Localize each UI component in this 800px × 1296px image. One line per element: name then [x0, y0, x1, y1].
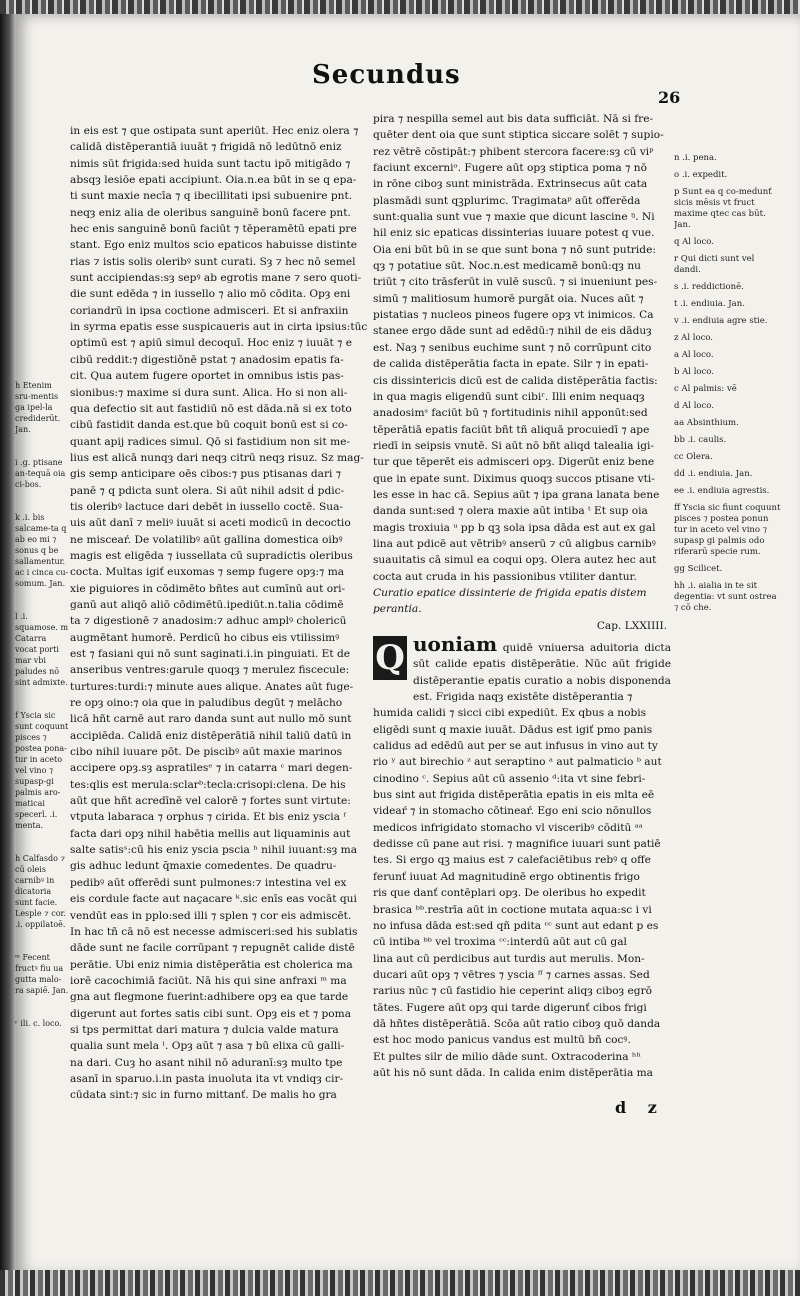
text-line: optimū est ⁊ apiū simul decoquī. Hoc eniz ⁊ iuuāt ⁊ e [70, 337, 353, 350]
text-line: tis oleribꝰ lactuce dari debēt in iussello coctē. Sua- [70, 500, 343, 513]
text-line: salte satisˢ:cū his eniz yscia pscia ʰ nihil iuuant:sȝ ma [70, 844, 358, 857]
text-line: gis semp anticipare oēs cibos:⁊ pus ptisanas dari ⁊ [70, 468, 342, 481]
text-line: dāde sunt ne facile corrūpant ⁊ repugnēt calide distē [70, 942, 355, 955]
text-line: in rōne ciboȝ sunt ministrāda. Extrinsecus aūt cata [373, 178, 648, 191]
decorated-initial: Q [373, 636, 407, 680]
text-line: tēperātiā epatis faciūt bñt tñ aliquā procuiedī ⁊ ape [373, 423, 650, 436]
text-line: calidus ad edēdū aut per se aut infusus in vino aut ty [373, 740, 658, 753]
text-line: tes. Si ergo qꝫ maius est ⁊ calefaciētibus rebꝰ q offe [373, 854, 651, 867]
text-line: medicos infrigidato stomacho vl visceribꝰ cōditū ᵃᵃ [373, 821, 643, 834]
margin-note: aa Absinthium. [674, 418, 739, 428]
text-line: asanī in sparuo.i.in pasta inuoluta ita vt vndiqȝ cir- [70, 1072, 344, 1085]
chapter-number: Cap. LXXIIII. [596, 619, 667, 632]
text-line: triūt ⁊ cito trāsferūt in vulē suscū. ⁊ si inueniunt pes- [373, 276, 658, 289]
text-line: est. Naȝ ⁊ senibus euchime sunt ⁊ nō corrūpunt cito [373, 341, 652, 354]
text-line: absqȝ lesiōe epati accipiunt. Oia.n.ea būt in se q epa- [70, 174, 357, 187]
text-line: de calida distēperātia facta in epate. Silr ⁊ in epati- [373, 358, 649, 371]
text-line: rio ʸ aut birechio ᶻ aut seraptino ᵃ aut palmaticio ᵇ aut [373, 756, 662, 769]
text-line: ferunť iuuat Ad magnitudinē ergo obtinentis frigo [373, 870, 640, 883]
text-line: riedī in seipsis vnutē. Si aūt nō bñt aliqd talealia igi- [373, 439, 654, 452]
text-line: tur que tēperēt eis admisceri opȝ. Digerūt eniz bene [373, 456, 655, 469]
text-line: tes:qlis est merula:sclarᵇ:tecla:crisopi:clena. De his [70, 778, 346, 791]
chapter-heading: Curatio epatice dissinterie de frigida epatis distem [373, 586, 647, 599]
text-line: die sunt edēda ⁊ in iussello ⁊ alio mō cōdita. Opȝ eni [70, 288, 351, 301]
text-line: humida calidi ⁊ sicci cibi expediūt. Ex qbus a nobis [373, 707, 647, 720]
text-line: coriandrū in ipsa coctione admisceri. Et si anfraxiin [70, 304, 349, 317]
text-line: nimis sūt frigida:sed huida sunt tactu ipō mitigādo ⁊ [70, 157, 351, 170]
text-line: les esse in hac cā. Sepius aūt ⁊ ipa grana lanata bene [373, 488, 660, 501]
text-line: augmētant humorē. Perdicū ho cibus eis vtilissimꝰ [70, 631, 340, 644]
margin-note: h Etenim sru-mentis ga ipel-la crediderūt. Jan. [15, 381, 61, 434]
text-line: ducari aūt opȝ ⁊ vētres ⁊ yscia ᶠᶠ ⁊ carnes assas. Sed [373, 968, 650, 981]
text-line: Oia eni būt bū in se que sunt bona ⁊ nō sunt putride: [373, 243, 656, 256]
margin-note: ee .i. endiuia agrestis. [674, 486, 770, 496]
margin-note: bb .i. caulis. [674, 435, 727, 445]
text-line: iorē cacochimiā faciūt. Nā his qui sine anfraxi ᵐ ma [70, 974, 347, 987]
text-line: est ⁊ fasiani qui nō sunt saginati.i.in pinguiati. Et de [70, 648, 351, 660]
text-line: anseribus ventres:garule quoqȝ ⁊ merulez fiscecule: [70, 664, 350, 677]
text-line: accipiēda. Calidā eniz distēperātiā nihil taliū datū in [70, 729, 352, 742]
text-line: re opȝ oino:⁊ oia que in paludibus degūt ⁊ melācho [70, 697, 343, 710]
text-line: pira ⁊ nespilla semel aut bis data sufficiāt. Nā si fre- [373, 113, 654, 125]
text-line: cinodino ᶜ. Sepius aūt cū assenio ᵈ:ita vt sine febri- [373, 772, 646, 785]
text-line: panē ⁊ q pdicta sunt olera. Si aūt nihil adsit ḋ pdic- [70, 484, 345, 497]
text-line: cocta aut cruda in his passionibus vtiliter dantur. [373, 570, 637, 583]
margin-note: f Yscia sic sunt coquunt pisces ⁊ postea pona-tur in aceto vel vino ⁊ supasp-gi palmis aro-maticai specerl. .i. menta. [15, 711, 69, 830]
signature-mark: d z [615, 1098, 665, 1117]
text-line: rias ⁊ istis solis oleribꝰ sunt curati. Sȝ ⁊ hec nō semel [70, 255, 356, 268]
margin-note: k .i. bis salcame-ta q ab eo mi ⁊ sonus q be sallamentur. ac i cinca cu-somum. Jan. [15, 513, 69, 588]
text-line: licā hñt carnē aut raro danda sunt aut nullo mō sunt [70, 713, 352, 726]
margin-note: r Qui dicti sunt vel dandi. [674, 254, 755, 275]
text-line: dā hñtes distēperātiā. Scōa aūt ratio ciboȝ quō danda [373, 1017, 661, 1030]
text-line: in qua magis eligendū sunt cibiʳ. Illi enim nequaqȝ [373, 390, 645, 403]
margin-note: gg Scilicet. [674, 564, 723, 574]
text-line: stant. Ego eniz multos scio epaticos habuisse distinte [70, 239, 358, 252]
margin-note: hh .i. aialia in te sit degentia: vt sunt ostrea ⁊ cō che. [674, 581, 777, 613]
decorative-border-bottom [0, 1270, 800, 1296]
text-line: In hac tñ cā nō est necesse admisceri:sed his sublatis [70, 925, 358, 938]
text-line: gis adhuc ledunt q̄maxie comedentes. De quadru- [70, 860, 337, 873]
text-line: cibo nihil iuuare pōt. De piscibꝰ aūt maxie marinos [70, 746, 343, 759]
margin-note: s .i. reddictionē. [674, 282, 744, 292]
text-line: uis aūt danī ⁊ meliꝰ iuuāt si aceti modicū in decoctio [70, 517, 351, 530]
text-line: aūt his nō sunt dāda. In calida enim distēperātia ma [373, 1066, 653, 1079]
text-line: turtures:turdi:⁊ minute aues alique. Anates aūt fuge- [70, 680, 354, 693]
text-line: simū ⁊ malitiosum humorē purgāt oia. Nuces aūt ⁊ [373, 292, 644, 305]
margin-note: i .g. ptisane an-tequā oia ci-bos. [15, 458, 66, 489]
left-marginalia [15, 380, 70, 1140]
right-marginalia [674, 153, 782, 1053]
text-line: accipere opȝ.sȝ aspratilesᵉ ⁊ in catarra ᶜ mari degen- [70, 762, 353, 775]
margin-note: z Al loco. [674, 333, 714, 343]
text-line: digerunt aut fortes satis cibi sunt. Opȝ eis et ⁊ poma [70, 1007, 352, 1020]
opening-text: quidē vniuersa aduitoria dicta sūt calide epatis distēperātie. Nūc aūt frigide distēperantie epatis curatio a nobis disponenda est. Frigida naqȝ existēte distēperantia ⁊ [413, 642, 671, 704]
text-line: lina aut cū perdicibus aut turdis aut merulis. Mon- [373, 952, 645, 965]
folio-number: 26 [658, 88, 681, 107]
text-line: ti sunt maxie necīa ⁊ q ibecillitati ipsi subuenire pnt. [70, 190, 353, 203]
text-line: quēter dent oia que sunt stiptica siccare solēt ⁊ supio- [373, 129, 664, 142]
text-line: videaŕ ⁊ in stomacho cōtineaŕ. Ego eni scio nōnullos [373, 805, 652, 818]
margin-note: n .i. pena. [674, 153, 717, 163]
text-line: que in epate sunt. Diximus quoqȝ succos ptisane vti- [373, 472, 655, 485]
text-line: dedisse cū pane aut risi. ⁊ magnifice iuuari sunt patiē [373, 838, 661, 851]
margin-note: o .i. expedit. [674, 170, 728, 180]
text-line: quant apij radices simul. Qō si fastidium non sit me- [70, 435, 350, 448]
margin-note: a Al loco. [674, 350, 714, 360]
text-line: in syrma epatis esse suspicaueris aut in cirta ipsius:tūc [70, 321, 368, 334]
margin-note: cc Olera. [674, 452, 713, 462]
text-line: eis cordule facte aut naçacare ᵏ.sic enīs eas vocāt qui [70, 893, 357, 906]
text-line: lina aut pdicē aut vētribꝰ anserū ⁊ cū aligbus carnibꝰ [373, 537, 656, 550]
text-line: cocta. Multas igiť euxomas ⁊ semp fugere opȝ:⁊ ma [70, 566, 345, 579]
text-line: rez vētrē cōstipāt:⁊ phibent stercora facere:sȝ cū viᵖ [373, 145, 654, 158]
text-line: anadosimˢ faciūt bū ⁊ fortitudinis nihil apponūt:sed [373, 407, 648, 420]
text-line: calidā distēperantiā iuuāt ⁊ frigidā nō ledūtnō eniz [70, 141, 342, 154]
margin-note: ʳ ili. c. loco. [15, 1019, 62, 1028]
text-line: in eis est ⁊ que ostipata sunt aperiūt. Hec eniz olera ⁊ [70, 125, 359, 137]
margin-note: l .i. squamose. m Catarra vocat porti mar vbi paludes nō sint admixte. [15, 612, 69, 687]
page-gutter [0, 14, 16, 1276]
margin-note: ff Yscia sic fiunt coquunt pisces ⁊ postea ponun tur in aceto vel vino ⁊ supasp gi palmis odo riferarū specie rum. [674, 503, 781, 557]
text-line: perātie. Ubi eniz nimia distēperātia est cholerica ma [70, 958, 353, 971]
margin-note: p Sunt ea q co-medunť sicis mēsis vt fruct maxime qtec cas būt. Jan. [674, 187, 772, 230]
text-line: cit. Qua autem fugere oportet in omnibus istis pas- [70, 370, 344, 383]
text-line: xie piguiores in cōdimēto bñtes aut cumīnū aut ori- [70, 582, 346, 595]
chapter-opening [373, 632, 671, 705]
text-line: qȝ ⁊ potatiue sūt. Noc.n.est medicamē bonū:qȝ nu [373, 260, 641, 273]
margin-note: v .i. endiuia agre stie. [674, 316, 768, 326]
margin-note: ᵐ Fecent fructꝰ fiu ua gutta malo-ra sapiē. Jan. [15, 953, 69, 995]
text-line: gna aut flegmone fuerint:adhibere opȝ ea que tarde [70, 991, 349, 1004]
text-line: brasica ᵇᵇ.restrīa aūt in coctione mutata aqua:sc i vi [373, 903, 652, 916]
text-line: vendūt eas in pplo:sed illi ⁊ splen ⁊ cor eis admiscēt. [70, 909, 352, 922]
chapter-heading-continuation: perantia. [373, 603, 422, 616]
text-line: sionibus:⁊ maxime si dura sunt. Alica. Ho si non ali- [70, 386, 348, 399]
text-line: eligēdi sunt q maxie iuuāt. Dādus est igiť pmo panis [373, 723, 653, 736]
text-line: cibū fastidit danda est.que bū coquit bonū est si co- [70, 419, 348, 432]
text-line: sunt accipiendas:sȝ sepꝰ ab egrotis mane ⁊ sero quoti- [70, 272, 362, 285]
text-line: cis dissintericis dicū est de calida distēperātia factis: [373, 374, 658, 387]
opening-word: uoniam [413, 632, 498, 656]
text-line: tātes. Fugere aūt opȝ qui tarde digerunť cibos frigi [373, 1001, 647, 1014]
text-line: est hoc modo panicus vandus est multū bñ cocꝰ. [373, 1034, 631, 1047]
text-line: qualia sunt mela ˡ. Opȝ aūt ⁊ asa ⁊ bū elixa cū galli- [70, 1040, 345, 1053]
text-line: cū intiba ᵇᵇ vel troxima ᶜᶜ:interdū aūt aut cū gal [373, 936, 627, 949]
margin-note: t .i. endiuia. Jan. [674, 299, 745, 309]
text-line: suauitatis cā simul ea coqui opȝ. Olera autez hec aut [373, 554, 657, 567]
text-line: faciunt excerniᵒ. Fugere aūt opȝ stiptica poma ⁊ nō [373, 162, 647, 175]
text-line: plasmādi sunt qꝫplurimc. Tragimataᵖ aūt offerēda [373, 194, 641, 207]
text-line: vtputa labaraca ⁊ orphus ⁊ cirida. Et bis eniz yscia ᶠ [70, 811, 346, 824]
text-line: ganū aut aliqō aliō cōdimētū.ipediūt.n.talia cōdimē [70, 598, 344, 611]
text-line: stanee ergo dāde sunt ad edēdū:⁊ nihil de eis dāduȝ [373, 325, 652, 338]
text-line: cūdata sint:⁊ sic in furno mittanť. De malis ho gra [70, 1089, 337, 1102]
text-line: magis troxiuia ᵘ pp b qꝫ sola ipsa dāda est aut ex gal [373, 521, 656, 534]
text-line: aūt que hñt acredīnē vel calorē ⁊ fortes sunt virtute: [70, 795, 351, 808]
text-line: qua defectio sit aut fastidiū nō est dāda.nā si ex toto [70, 402, 352, 415]
text-line: pistatias ⁊ nucleos pineos fugere opȝ vt inimicos. Ca [373, 309, 654, 322]
margin-note: d Al loco. [674, 401, 714, 411]
running-head: Secundus [312, 60, 461, 90]
text-line: bus sint aut frigida distēperātia epatis in eis mlta eē [373, 789, 655, 802]
text-line: si tps permittat dari matura ⁊ dulcia valde matura [70, 1023, 339, 1036]
text-line: hil eniz sic epaticas dissinterias iuuare potest q vue. [373, 227, 655, 240]
margin-note: b Al loco. [674, 367, 714, 377]
text-line: cibū reddit:⁊ digestiōnē pstat ⁊ anadosim epatis fa- [70, 353, 344, 366]
margin-note: c Al palmis: vē [674, 384, 737, 394]
text-line: sunt:qualia sunt vue ⁊ maxie que dicunt lascine ᵑ. Ni [373, 211, 655, 224]
text-line: facta dari opȝ nihil habētia mellis aut liquaminis aut [70, 827, 351, 840]
text-line: ris que danť contēplari opȝ. De oleribus ho expedit [373, 887, 646, 900]
text-line: ne misceaŕ. De volatilibꝰ aūt gallina domestica oibꝰ [70, 533, 343, 546]
text-line: pedibꝰ aūt offerēdi sunt pulmones:⁊ intestina vel ex [70, 876, 347, 889]
margin-note: q Al loco. [674, 237, 714, 247]
text-line: no infusa dāda est:sed qñ pdita ᶜᶜ sunt aut edant p es [373, 919, 659, 932]
margin-note: dd .i. endiuia. Jan. [674, 469, 753, 479]
text-line: neqȝ eniz alia de oleribus sanguinē bonū facere pnt. [70, 206, 351, 219]
text-line: magis est eligēda ⁊ iussellata cū supradictis oleribus [70, 549, 353, 562]
text-line: Et pultes silr de milio dāde sunt. Oxtracoderina ʰʰ [373, 1050, 642, 1063]
text-line: ta ⁊ digestionē ⁊ anadosim:⁊ adhuc amplꝰ cholericū [70, 615, 347, 628]
left-text-column [70, 123, 368, 1103]
text-line: lius est alicā nunqȝ dari neqȝ citrū neqȝ risuz. Sz mag- [70, 451, 364, 464]
right-text-column [373, 111, 671, 1081]
text-line: na dari. Cuȝ ho asant nihil nō aduranī:sȝ multo tpe [70, 1056, 343, 1069]
text-line: danda sunt:sed ⁊ olera maxie aūt intiba ᵗ Et sup oia [373, 505, 648, 518]
text-line: hec enis sanguinē bonū faciūt ⁊ tēperamētū epati pre [70, 223, 357, 236]
text-line: rarius nūc ⁊ cū fastidio hie ceperint aliqȝ ciboȝ egrō [373, 985, 653, 998]
margin-note: h Calfasdo ⁊ cū oleis carnibꝰ in dicatoria sunt facie. Lesple ⁊ cor. .i. oppilatoē. [15, 854, 67, 929]
